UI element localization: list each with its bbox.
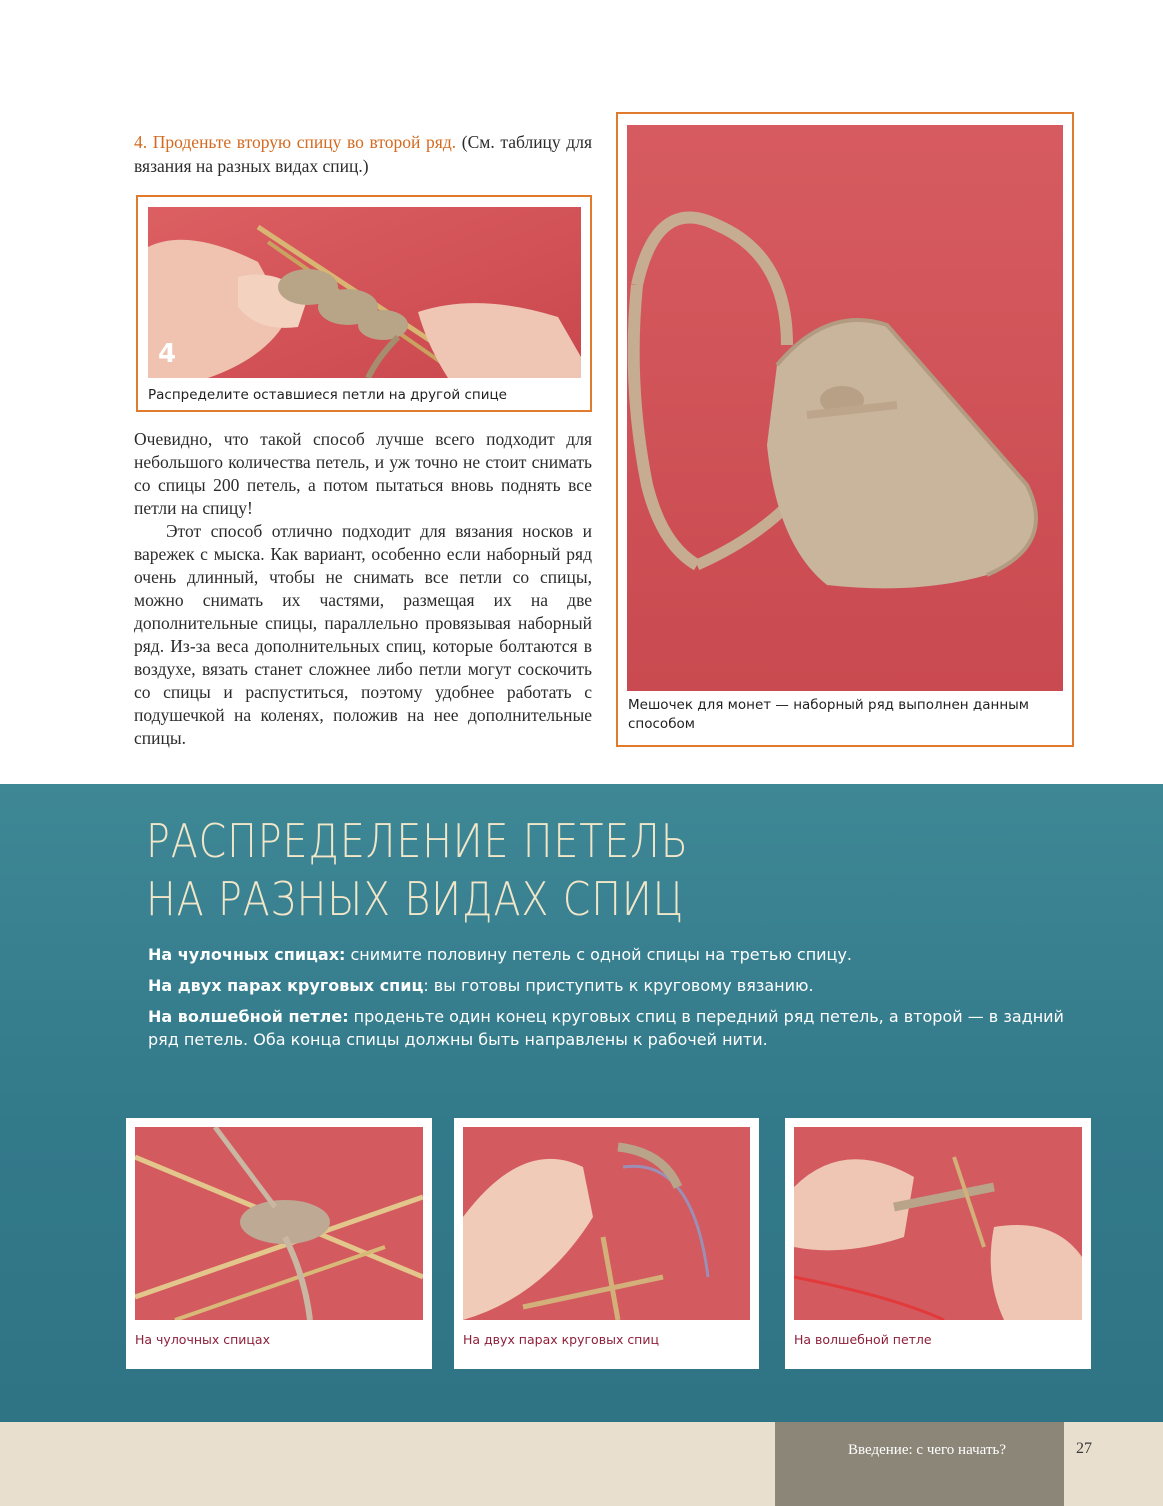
section-title-line2: НА РАЗНЫХ ВИДАХ СПИЦ [146,872,685,926]
two-circulars-photo [463,1127,750,1320]
needle-type-item [148,943,1068,966]
card-caption: На чулочных спицах [135,1332,270,1347]
needle-types-list [148,943,1068,1059]
footer-section-title: Введение: с чего начать? [848,1442,1006,1458]
needle-type-text: снимите половину петель с одной спицы на третью спицу. [345,945,852,964]
needle-type-text: : вы готовы приступить к круговому вязанию. [423,976,814,995]
needle-type-item [148,1005,1068,1051]
card-magic-loop [785,1118,1091,1369]
card-two-circulars [454,1118,759,1369]
step-heading [134,130,592,178]
card-caption: На волшебной петле [794,1332,932,1347]
footer-tab [775,1422,1064,1506]
body-paragraph: Очевидно, что такой способ лучше всего подходит для небольшого количества петель, и уж точно не стоит снимать со спицы 200 петель, а потом пытаться вновь поднять все петли на спицу! [134,429,592,518]
coin-pouch-photo [627,125,1063,691]
dpn-photo [135,1127,423,1320]
page-number: 27 [1076,1440,1092,1457]
step-highlight: . Проденьте вторую спицу во второй ряд. [142,132,457,152]
step-rest: (См. таблицу для вязания на разных видах спиц.) [134,132,592,176]
card-caption: На двух парах круговых спиц [463,1332,659,1347]
step-number: 4 [134,132,143,152]
needle-type-term: На двух парах круговых спиц [148,976,424,995]
needle-type-text: проденьте один конец круговых спиц в передний ряд петель, а второй — в задний ряд петель. Оба конца спицы должны быть направлены к рабочей нити. [148,1007,1064,1049]
needle-type-item [148,974,1068,997]
needle-type-term: На чулочных спицах: [148,945,346,964]
section-title [146,812,834,928]
step-badge: 4 [158,339,177,369]
magic-loop-photo [794,1127,1082,1320]
page-number-box [1064,1422,1163,1506]
step-photo-frame [136,195,592,412]
knitting-needles-photo [148,207,581,378]
body-text [134,428,592,750]
card-dpn [126,1118,432,1369]
step-photo-caption: Распределите оставшиеся петли на другой спице [148,387,507,403]
body-paragraph: Этот способ отлично подходит для вязания носков и варежек с мыска. Как вариант, особенно если наборный ряд очень длинный, чтобы не снимать все петли со спицы, можно снимать их частями, размещая их на две дополнительные спицы, параллельно провязывая наборный ряд. Из-за веса дополнительных спиц, которые болтаются в воздухе, вязать станет сложнее либо петли могут соскочить со спицы и распуститься, поэтому удобнее работать с подушечкой на коленях, положив на нее дополнительные спицы. [134,521,592,748]
coin-pouch-caption: Мешочек для монет — наборный ряд выполнен данным способом [628,697,1029,732]
needle-type-term: На волшебной петле: [148,1007,349,1026]
coin-pouch-photo-frame [616,112,1074,747]
section-title-line1: РАСПРЕДЕЛЕНИЕ ПЕТЕЛЬ [146,814,689,868]
